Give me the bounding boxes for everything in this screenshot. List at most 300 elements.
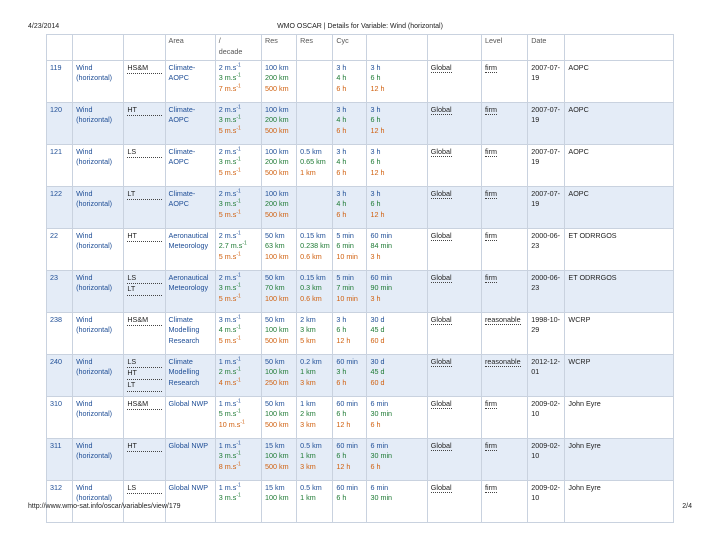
confidence-label[interactable]: reasonable <box>485 356 521 366</box>
cell-line: 19 <box>531 73 540 83</box>
cell-line: Wind <box>76 62 93 72</box>
table-row <box>47 480 674 522</box>
cell-line: 3 h <box>370 188 381 198</box>
coverage-cell[interactable] <box>427 312 481 354</box>
coverage-label[interactable]: Global <box>430 314 452 324</box>
exponent: -1 <box>236 73 241 79</box>
cell-line: 6 h <box>370 157 381 167</box>
cell-line: 4 $m.s^{-1}$ <box>218 325 241 335</box>
cell-line: 6 h <box>336 378 347 388</box>
column-header <box>367 35 427 61</box>
cell-line: 30 min <box>370 409 393 419</box>
cell-line: 50 km <box>265 356 285 366</box>
variable-link[interactable] <box>73 144 124 186</box>
cell-line: Wind <box>76 272 93 282</box>
cell-line: 2000-06- <box>531 230 561 240</box>
table-row <box>47 396 674 438</box>
observing-cycle-cell <box>333 312 367 354</box>
cell-line: 50 km <box>265 398 285 408</box>
vertical-resolution-cell <box>297 270 333 312</box>
layer-cell[interactable] <box>124 270 165 312</box>
confidence-label[interactable]: firm <box>485 482 497 492</box>
table-row <box>47 270 674 312</box>
exponent: -1 <box>236 409 241 415</box>
observing-cycle-cell <box>333 396 367 438</box>
timeliness-cell <box>367 186 427 228</box>
cell-line: LT <box>127 189 161 201</box>
application-link[interactable] <box>165 144 215 186</box>
timeliness-cell <box>367 396 427 438</box>
source-cell: AOPC <box>565 186 674 228</box>
vertical-resolution-cell <box>297 186 333 228</box>
coverage-label[interactable]: Global <box>430 398 452 408</box>
vertical-resolution-cell <box>297 312 333 354</box>
horizontal-resolution-cell <box>262 144 297 186</box>
cell-line: Climate <box>168 314 193 324</box>
cell-line: 23 <box>531 241 540 251</box>
exponent: -1 <box>236 188 241 195</box>
variable-link[interactable] <box>73 396 124 438</box>
cell-line: 6 h <box>370 199 381 209</box>
cell-line: 2009-02- <box>531 398 561 408</box>
vertical-resolution-cell <box>297 480 333 522</box>
requirement-id-link[interactable]: 120 <box>47 102 73 144</box>
cell-line: 0.65 km <box>300 157 326 167</box>
cell-line: AOPC <box>168 157 189 167</box>
cell-line: 6 h <box>336 168 347 178</box>
exponent: -1 <box>236 325 241 331</box>
column-header: Res <box>262 35 297 61</box>
column-header: Res <box>297 35 333 61</box>
validation-date-cell <box>528 396 565 438</box>
timeliness-cell <box>367 144 427 186</box>
cell-line: 100 km <box>265 294 289 304</box>
cell-line: 19 <box>531 199 540 209</box>
cell-line: 0.5 km <box>300 146 322 156</box>
confidence-cell[interactable] <box>482 396 528 438</box>
requirement-id-link[interactable]: 310 <box>47 396 73 438</box>
confidence-cell[interactable] <box>482 144 528 186</box>
horizontal-resolution-cell <box>262 102 297 144</box>
exponent: -1 <box>236 199 241 205</box>
cell-line: 0.15 km <box>300 230 326 240</box>
cell-line: 5 min <box>336 230 354 240</box>
requirement-id-link[interactable]: 240 <box>47 354 73 396</box>
application-link[interactable] <box>165 312 215 354</box>
table-row <box>47 438 674 480</box>
cell-line: 6 h <box>370 420 381 430</box>
cell-line: Wind <box>76 104 93 114</box>
table-row <box>47 312 674 354</box>
cell-line: Modelling <box>168 325 200 335</box>
cell-line: 2 $m.s^{-1}$ <box>218 62 241 72</box>
confidence-cell[interactable] <box>482 270 528 312</box>
cell-line: 2000-06- <box>531 272 561 282</box>
confidence-label[interactable]: firm <box>485 104 497 114</box>
cell-line: 500 km <box>265 462 289 472</box>
cell-line: 60 d <box>370 378 385 388</box>
cell-line: 1 $m.s^{-1}$ <box>218 356 241 366</box>
observing-cycle-cell <box>333 60 367 102</box>
cell-line: 1 km <box>300 493 316 503</box>
cell-line: 200 km <box>265 115 289 125</box>
cell-line: 2.7 $m.s^{-1}$ <box>218 241 247 251</box>
variable-link[interactable] <box>73 60 124 102</box>
application-link[interactable] <box>165 228 215 270</box>
requirements-table <box>46 34 674 523</box>
cell-line: 23 <box>531 283 540 293</box>
validation-date-cell <box>528 480 565 522</box>
table-row <box>47 186 674 228</box>
cell-line: Wind <box>76 314 93 324</box>
cell-line: 84 min <box>370 241 393 251</box>
timeliness-cell <box>367 60 427 102</box>
coverage-label[interactable]: Global <box>430 356 452 366</box>
cell-line: Research <box>168 378 200 388</box>
cell-line: 3 h <box>336 62 347 72</box>
cell-line: 2 $m.s^{-1}$ <box>218 230 241 240</box>
cell-line: 2 $m.s^{-1}$ <box>218 104 241 114</box>
observing-cycle-cell <box>333 354 367 396</box>
confidence-label[interactable]: firm <box>485 272 497 282</box>
uncertainty-cell <box>215 312 261 354</box>
cell-line: Aeronautical <box>168 272 209 282</box>
variable-link[interactable] <box>73 438 124 480</box>
cell-line: 3 km <box>300 420 316 430</box>
exponent: -1 <box>236 157 241 163</box>
cell-line: 3 $m.s^{-1}$ <box>218 115 241 125</box>
requirement-id-link[interactable]: 119 <box>47 60 73 102</box>
cell-line: 3 $m.s^{-1}$ <box>218 451 241 461</box>
layer-cell[interactable] <box>124 354 165 396</box>
cell-line: 200 km <box>265 157 289 167</box>
confidence-label[interactable]: firm <box>485 398 497 408</box>
cell-line: 6 min <box>370 482 389 492</box>
confidence-label[interactable]: firm <box>485 188 497 198</box>
cell-line: LS <box>127 273 161 285</box>
coverage-label[interactable]: Global <box>430 146 452 156</box>
coverage-label[interactable]: Global <box>430 104 452 114</box>
table-row <box>47 60 674 102</box>
observing-cycle-cell <box>333 480 367 522</box>
cell-line: 5 $m.s^{-1}$ <box>218 251 241 262</box>
cell-line: Wind <box>76 356 93 366</box>
cell-line: HT <box>127 105 161 117</box>
coverage-label[interactable]: Global <box>430 482 452 492</box>
cell-line: 3 $m.s^{-1}$ <box>218 199 241 209</box>
cell-line: 6 h <box>336 84 347 94</box>
coverage-cell[interactable] <box>427 144 481 186</box>
cell-line: Research <box>168 336 200 346</box>
cell-line: 10 <box>531 451 540 461</box>
cell-line: 6 h <box>336 451 347 461</box>
cell-line: 2007-07- <box>531 62 561 72</box>
cell-line: 60 min <box>370 230 393 240</box>
confidence-cell[interactable] <box>482 60 528 102</box>
coverage-cell[interactable] <box>427 102 481 144</box>
uncertainty-cell <box>215 354 261 396</box>
source-cell: AOPC <box>565 144 674 186</box>
cell-line: 4 h <box>336 157 347 167</box>
exponent: -1 <box>236 367 241 373</box>
table-row <box>47 102 674 144</box>
cell-line: 200 km <box>265 199 289 209</box>
confidence-cell[interactable] <box>482 186 528 228</box>
variable-link[interactable] <box>73 186 124 228</box>
coverage-cell[interactable] <box>427 228 481 270</box>
uncertainty-cell <box>215 102 261 144</box>
cell-line: 3 h <box>336 104 347 114</box>
cell-line: Aeronautical <box>168 230 209 240</box>
confidence-label[interactable]: firm <box>485 146 497 156</box>
cell-line: Wind <box>76 230 93 240</box>
variable-link[interactable] <box>73 102 124 144</box>
cell-line: 100 km <box>265 146 289 156</box>
cell-line: Global NWP <box>168 398 209 408</box>
variable-link[interactable] <box>73 354 124 396</box>
cell-line: 15 km <box>265 482 285 492</box>
requirement-id-link[interactable]: 22 <box>47 228 73 270</box>
cell-line: Wind <box>76 440 93 450</box>
application-link[interactable] <box>165 438 215 480</box>
horizontal-resolution-cell <box>262 60 297 102</box>
cell-line: HS&M <box>127 315 161 327</box>
table-row <box>47 144 674 186</box>
cell-line: Global NWP <box>168 440 209 450</box>
table-row <box>47 354 674 396</box>
application-link[interactable] <box>165 186 215 228</box>
cell-line: 2012-12- <box>531 356 561 366</box>
source-cell: John Eyre <box>565 480 674 522</box>
layer-cell[interactable] <box>124 312 165 354</box>
cell-line: 100 km <box>265 493 289 503</box>
cell-line: 12 h <box>370 168 385 178</box>
layer-cell[interactable] <box>124 438 165 480</box>
requirement-id-link[interactable]: 23 <box>47 270 73 312</box>
layer-cell[interactable] <box>124 228 165 270</box>
cell-line: (horizontal) <box>76 493 113 503</box>
requirement-id-link[interactable]: 238 <box>47 312 73 354</box>
cell-line: Modelling <box>168 367 200 377</box>
cell-line: LT <box>127 284 161 296</box>
exponent: -1 <box>236 283 241 289</box>
column-header: Cyc <box>333 35 367 61</box>
coverage-cell[interactable] <box>427 60 481 102</box>
cell-line: Climate- <box>168 62 196 72</box>
cell-line: 500 km <box>265 420 289 430</box>
cell-line: 10 min <box>336 294 358 304</box>
table-header-row <box>47 35 674 61</box>
exponent: -1 <box>236 209 241 216</box>
timeliness-cell <box>367 228 427 270</box>
cell-line: 0.5 km <box>300 440 322 450</box>
cell-line: 60 d <box>370 336 385 346</box>
coverage-cell[interactable] <box>427 396 481 438</box>
validation-date-cell <box>528 312 565 354</box>
horizontal-resolution-cell <box>262 438 297 480</box>
cell-line: (horizontal) <box>76 451 113 461</box>
cell-line: 0.5 km <box>300 482 322 492</box>
cell-line: LS <box>127 357 161 369</box>
confidence-label[interactable]: firm <box>485 440 497 450</box>
exponent: -1 <box>236 83 241 90</box>
cell-line: 19 <box>531 115 540 125</box>
validation-date-cell <box>528 270 565 312</box>
exponent: -1 <box>236 377 241 384</box>
variable-link[interactable] <box>73 480 124 522</box>
variable-link[interactable] <box>73 312 124 354</box>
validation-date-cell <box>528 102 565 144</box>
requirement-id-link[interactable]: 121 <box>47 144 73 186</box>
exponent: -1 <box>236 146 241 153</box>
exponent: -1 <box>236 493 241 499</box>
confidence-cell[interactable] <box>482 102 528 144</box>
confidence-label[interactable]: firm <box>485 62 497 72</box>
confidence-cell[interactable] <box>482 312 528 354</box>
coverage-label[interactable]: Global <box>430 62 452 72</box>
cell-line: 2 $m.s^{-1}$ <box>218 272 241 282</box>
layer-cell[interactable] <box>124 186 165 228</box>
horizontal-resolution-cell <box>262 312 297 354</box>
cell-line: 0.15 km <box>300 272 326 282</box>
cell-line: 5 $m.s^{-1}$ <box>218 409 241 419</box>
observing-cycle-cell <box>333 186 367 228</box>
coverage-cell[interactable] <box>427 480 481 522</box>
cell-line: LS <box>127 483 161 495</box>
cell-line: 3 h <box>370 62 381 72</box>
source-cell: John Eyre <box>565 396 674 438</box>
vertical-resolution-cell <box>297 102 333 144</box>
confidence-cell[interactable] <box>482 228 528 270</box>
layer-cell[interactable] <box>124 102 165 144</box>
application-link[interactable] <box>165 354 215 396</box>
coverage-cell[interactable] <box>427 186 481 228</box>
cell-line: HT <box>127 231 161 243</box>
cell-line: 100 km <box>265 104 289 114</box>
application-link[interactable] <box>165 60 215 102</box>
variable-link[interactable] <box>73 228 124 270</box>
cell-line: 0.238 km <box>300 241 330 251</box>
cell-line: HS&M <box>127 63 161 75</box>
coverage-cell[interactable] <box>427 354 481 396</box>
cell-line: 3 h <box>370 104 381 114</box>
source-cell: ET ODRRGOS <box>565 228 674 270</box>
cell-line: 5 $m.s^{-1}$ <box>218 335 241 346</box>
cell-line: 6 h <box>336 210 347 220</box>
column-header: Level <box>482 35 528 61</box>
cell-line: 10 <box>531 409 540 419</box>
coverage-label[interactable]: Global <box>430 440 452 450</box>
validation-date-cell <box>528 228 565 270</box>
horizontal-resolution-cell <box>262 228 297 270</box>
observing-cycle-cell <box>333 144 367 186</box>
cell-line: HT <box>127 368 161 380</box>
cell-line: (horizontal) <box>76 241 113 251</box>
cell-line: 500 km <box>265 84 289 94</box>
horizontal-resolution-cell <box>262 480 297 522</box>
cell-line: 500 km <box>265 168 289 178</box>
confidence-cell[interactable] <box>482 438 528 480</box>
layer-cell[interactable] <box>124 144 165 186</box>
cell-line: 50 km <box>265 230 285 240</box>
cell-line: 29 <box>531 325 540 335</box>
exponent: -1 <box>236 335 241 342</box>
source-cell: AOPC <box>565 60 674 102</box>
coverage-label[interactable]: Global <box>430 272 452 282</box>
cell-line: 1 $m.s^{-1}$ <box>218 398 241 408</box>
column-header-line: decade <box>218 46 243 56</box>
exponent: -1 <box>236 167 241 174</box>
coverage-cell[interactable] <box>427 438 481 480</box>
horizontal-resolution-cell <box>262 270 297 312</box>
exponent: -1 <box>242 241 247 247</box>
coverage-cell[interactable] <box>427 270 481 312</box>
cell-line: 19 <box>531 157 540 167</box>
requirement-id-link[interactable]: 312 <box>47 480 73 522</box>
cell-line: 30 min <box>370 493 393 503</box>
requirement-id-link[interactable]: 311 <box>47 438 73 480</box>
layer-cell[interactable] <box>124 396 165 438</box>
coverage-label[interactable]: Global <box>430 188 452 198</box>
uncertainty-cell <box>215 438 261 480</box>
vertical-resolution-cell <box>297 60 333 102</box>
uncertainty-cell <box>215 270 261 312</box>
column-header: Date <box>528 35 565 61</box>
cell-line: 2007-07- <box>531 104 561 114</box>
cell-line: 3 h <box>370 252 381 262</box>
cell-line: 6 h <box>336 409 347 419</box>
cell-line: 100 km <box>265 409 289 419</box>
cell-line: 60 min <box>336 356 358 366</box>
application-link[interactable] <box>165 396 215 438</box>
cell-line: 6 h <box>370 462 381 472</box>
cell-line: 3 $m.s^{-1}$ <box>218 493 241 503</box>
cell-line: 1998-10- <box>531 314 561 324</box>
layer-cell[interactable] <box>124 60 165 102</box>
cell-line: (horizontal) <box>76 199 113 209</box>
application-link[interactable] <box>165 270 215 312</box>
exponent: -1 <box>236 398 241 405</box>
requirement-id-link[interactable]: 122 <box>47 186 73 228</box>
exponent: -1 <box>236 314 241 321</box>
variable-link[interactable] <box>73 270 124 312</box>
cell-line: 7 min <box>336 283 354 293</box>
column-header <box>73 35 124 61</box>
cell-line: 3 h <box>336 188 347 198</box>
cell-line: 10 $m.s^{-1}$ <box>218 419 245 430</box>
cell-line: 60 min <box>336 398 358 408</box>
confidence-label[interactable]: firm <box>485 230 497 240</box>
cell-line: 3 $m.s^{-1}$ <box>218 283 241 293</box>
coverage-label[interactable]: Global <box>430 230 452 240</box>
cell-line: Climate- <box>168 188 196 198</box>
cell-line: Meteorology <box>168 283 209 293</box>
cell-line: 12 h <box>336 336 351 346</box>
confidence-label[interactable]: reasonable <box>485 314 521 324</box>
exponent: -1 <box>236 482 241 489</box>
cell-line: 2 km <box>300 314 316 324</box>
cell-line: 30 d <box>370 356 385 366</box>
validation-date-cell <box>528 144 565 186</box>
column-header: Area <box>165 35 215 61</box>
application-link[interactable] <box>165 480 215 522</box>
application-link[interactable] <box>165 102 215 144</box>
layer-cell[interactable] <box>124 480 165 522</box>
confidence-cell[interactable] <box>482 480 528 522</box>
confidence-cell[interactable] <box>482 354 528 396</box>
validation-date-cell <box>528 354 565 396</box>
cell-line: 6 min <box>370 398 389 408</box>
